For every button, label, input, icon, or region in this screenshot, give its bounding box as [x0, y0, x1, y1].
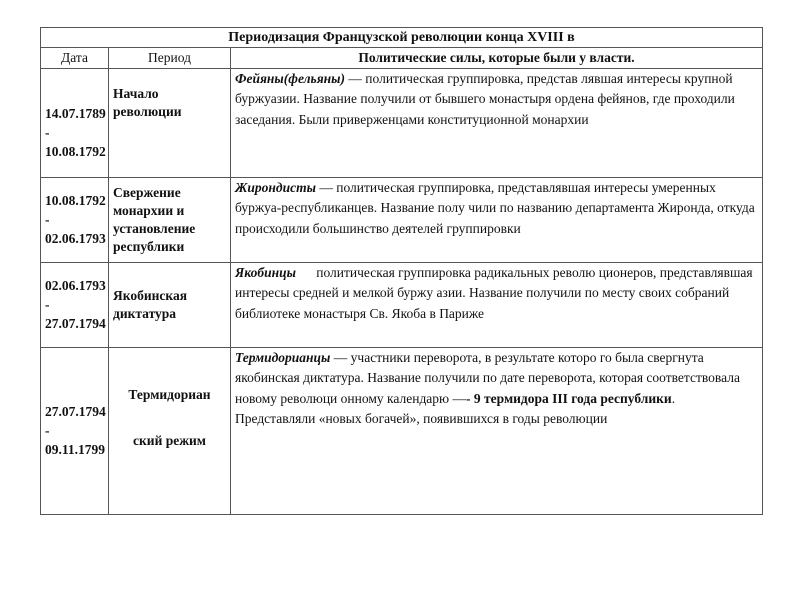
forces-cell — [231, 348, 763, 515]
date-dash: - — [45, 125, 50, 140]
forces-cell — [231, 69, 763, 178]
table-row — [41, 69, 763, 178]
date-cell — [41, 348, 109, 515]
force-term: Якобинцы — [235, 265, 296, 280]
date-dash: - — [45, 297, 50, 312]
header-row — [41, 48, 763, 69]
date-start: 10.08.1792 — [45, 193, 106, 208]
force-term: Термидорианцы — [235, 350, 331, 365]
table-title: Периодизация Французской революции конца XVIII в — [41, 28, 763, 48]
date-start: 02.06.1793 — [45, 278, 106, 293]
date-end: 02.06.1793 — [45, 231, 106, 246]
date-dash: - — [45, 212, 50, 227]
period-part-2: ский режим — [133, 433, 206, 448]
force-description: — политическая группировка, представ лявшая интересы крупной буржуазии. Название получили от бывшего монастыря ордена фейянов, где проходили заседания. Были приверженцами конституционной монархии — [235, 71, 735, 127]
date-dash: - — [45, 423, 50, 438]
date-start: 14.07.1789 — [45, 106, 106, 121]
date-cell — [41, 178, 109, 263]
date-end: 09.11.1799 — [45, 442, 106, 457]
force-description-bold: - 9 термидора III года республики — [466, 390, 672, 406]
date-start: 27.07.1794 — [45, 404, 106, 419]
period-cell: Начало революции — [109, 69, 231, 178]
revolution-periodization-table — [40, 27, 763, 515]
table-row — [41, 178, 763, 263]
header-date: Дата — [41, 48, 109, 69]
forces-cell — [231, 178, 763, 263]
period-cell — [109, 348, 231, 515]
date-cell — [41, 263, 109, 348]
date-end: 10.08.1792 — [45, 144, 106, 159]
title-row — [41, 28, 763, 48]
period-cell: Свержение монархии и установление республики — [109, 178, 231, 263]
date-end: 27.07.1794 — [45, 316, 106, 331]
header-period: Период — [109, 48, 231, 69]
period-cell: Якобинская диктатура — [109, 263, 231, 348]
period-part-1: Термидориан — [128, 387, 211, 402]
forces-cell — [231, 263, 763, 348]
force-description: — политическая группировка, представлявшая интересы умеренных буржуа-республиканцев. Название полу чили по названию департамента Жиронда, откуда происходили большинство деятелей группировки — [235, 180, 755, 236]
force-term: Жирондисты — [235, 180, 316, 195]
date-cell — [41, 69, 109, 178]
table-row — [41, 348, 763, 515]
force-description: — участники переворота, в результате которо го была свергнута якобинская диктатура. Название получили по дате переворота, которая соответствовала новому революци онному календарю — — [235, 350, 740, 406]
table-row — [41, 263, 763, 348]
force-description: политическая группировка радикальных револю ционеров, представлявшая интересы средней и мелкой буржу азии. Название получили по месту своих собраний библиотеке монастыря Св. Якоба в Париже — [235, 265, 756, 321]
force-description-end: . Представляли «новых богачей», появившихся в годы революции — [235, 390, 676, 426]
header-forces: Политические силы, которые были у власти. — [231, 48, 763, 69]
force-term: Фейяны(фельяны) — [235, 71, 346, 86]
